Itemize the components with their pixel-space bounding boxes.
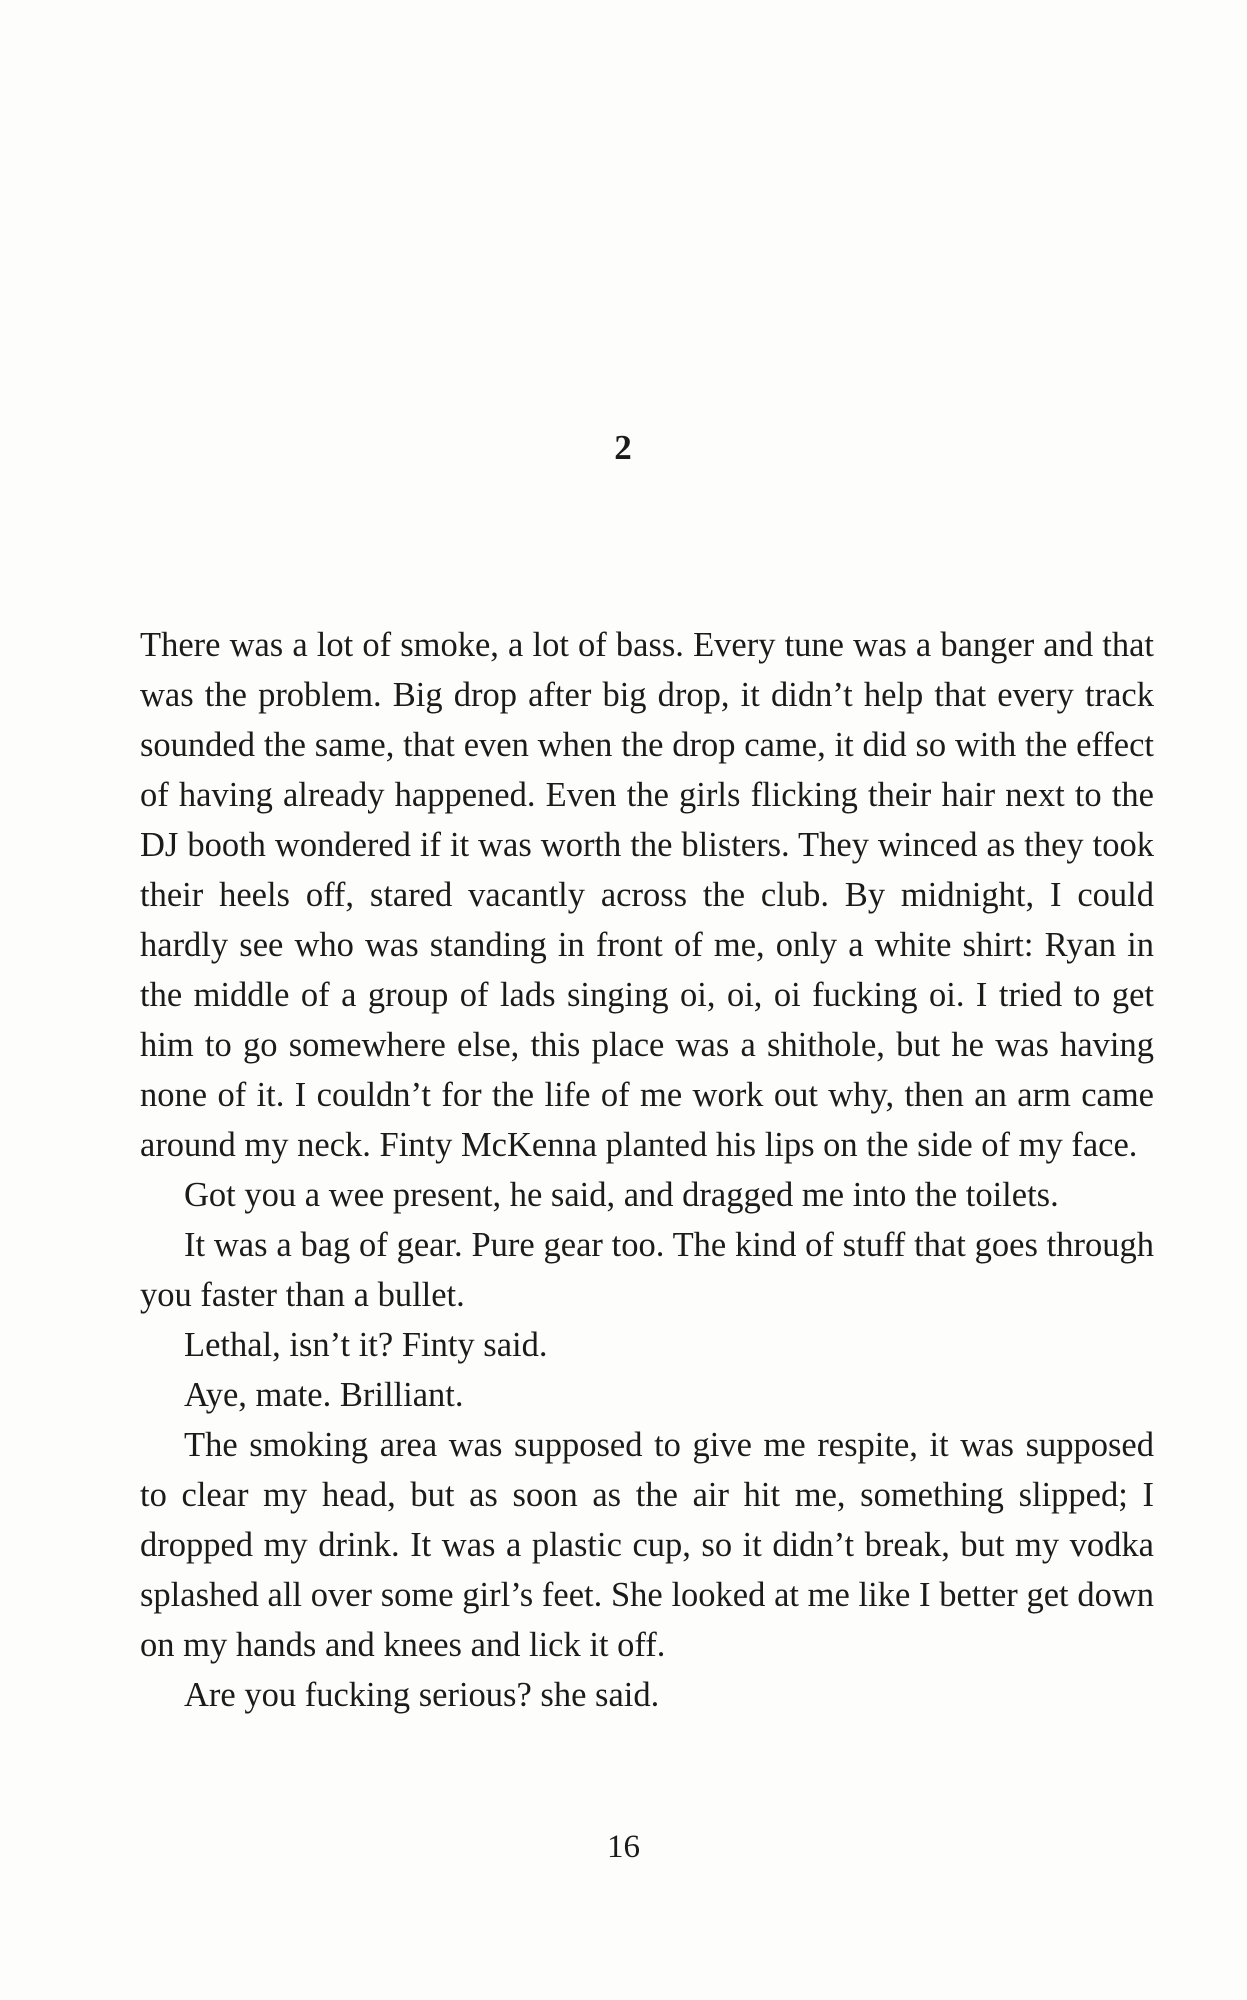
chapter-number: 2 [614, 428, 633, 467]
paragraph: It was a bag of gear. Pure gear too. The kind of stuff that goes through you faster than a bullet. [140, 1226, 1154, 1314]
paragraph: Lethal, isn’t it? Finty said. [184, 1326, 548, 1364]
paragraph: Are you fucking serious? she said. [184, 1676, 660, 1714]
page-number: 16 [607, 1829, 640, 1865]
paragraph: There was a lot of smoke, a lot of bass. Every tune was a banger and that was the problem. Big drop after big drop, it didn’t help that every track sounded the same, that even when the drop came, it did so with the effect of having already happened. Even the girls flicking their hair next to the DJ booth wondered if it was worth the blisters. They winced as they took their heels off, stared vacantly across the club. By midnight, I could hardly see who was standing in front of me, only a white shirt: Ryan in the middle of a group of lads singing oi, oi, oi fucking oi. I tried to get him to go somewhere else, this place was a shithole, but he was having none of it. I couldn’t for the life of me work out why, then an arm came around my neck. Finty McKenna planted his lips on the side of my face. [140, 626, 1154, 1164]
paragraph: The smoking area was supposed to give me respite, it was supposed to clear my head, but as soon as the air hit me, something slipped; I dropped my drink. It was a plastic cup, so it didn’t break, but my vodka splashed all over some girl’s feet. She looked at me like I better get down on my hands and knees and lick it off. [140, 1426, 1154, 1664]
body-text [140, 620, 1154, 1720]
paragraph: Got you a wee present, he said, and dragged me into the toilets. [184, 1176, 1059, 1214]
paragraph: Aye, mate. Brilliant. [184, 1376, 464, 1414]
